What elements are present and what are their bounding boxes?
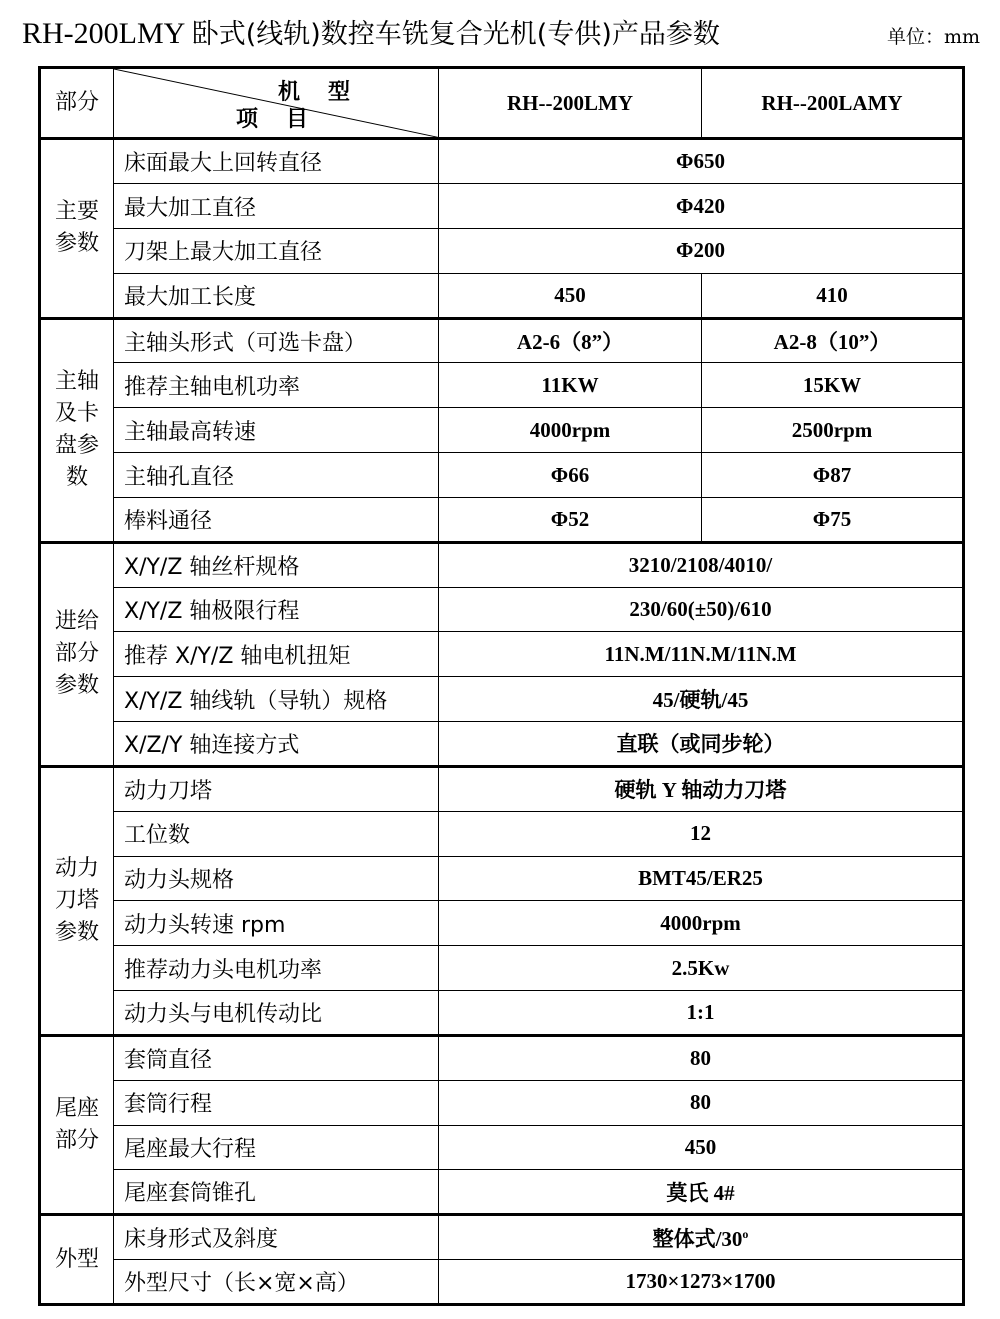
value-text: Φ200 bbox=[676, 238, 725, 263]
table-row bbox=[40, 1080, 964, 1125]
page-title bbox=[22, 12, 720, 51]
param-name: 动力头与电机传动比 bbox=[114, 991, 439, 1036]
param-name: 套筒直径 bbox=[114, 1035, 439, 1080]
table-row bbox=[40, 1035, 964, 1080]
param-value-shared bbox=[439, 1035, 964, 1080]
table-row bbox=[40, 946, 964, 991]
param-name: 最大加工长度 bbox=[114, 273, 439, 318]
value-text: 1730×1273×1700 bbox=[625, 1269, 776, 1293]
param-value-shared bbox=[439, 542, 964, 587]
value-text: 80 bbox=[690, 1045, 711, 1070]
table-row bbox=[40, 766, 964, 811]
table-row bbox=[40, 318, 964, 363]
param-name: 工位数 bbox=[114, 811, 439, 856]
header-part-cell: 部分 bbox=[40, 68, 114, 139]
param-value-shared bbox=[439, 1170, 964, 1215]
param-name: 刀架上最大加工直径 bbox=[114, 228, 439, 273]
title-model: RH-200LMY bbox=[22, 17, 185, 50]
table-row bbox=[40, 991, 964, 1036]
table-row bbox=[40, 811, 964, 856]
value-text: 莫氏 4# bbox=[666, 1180, 735, 1205]
param-value-shared bbox=[439, 228, 964, 273]
spec-table-body bbox=[40, 68, 964, 1305]
param-name: X/Y/Z 轴极限行程 bbox=[114, 587, 439, 632]
value-superscript: o bbox=[742, 1226, 749, 1241]
param-value-model-1: 450 bbox=[439, 273, 702, 318]
unit-label: 单位：mm bbox=[886, 26, 980, 48]
param-value-shared bbox=[439, 1080, 964, 1125]
table-row bbox=[40, 139, 964, 184]
param-value-model-1: Φ52 bbox=[439, 497, 702, 542]
title-name: 卧式(线轨)数控车铣复合光机(专供)产品参数 bbox=[191, 19, 720, 50]
value-text: 硬轨 Y 轴动力刀塔 bbox=[614, 778, 787, 803]
param-value-shared bbox=[439, 139, 964, 184]
value-text: 11N.M/11N.M/11N.M bbox=[604, 641, 797, 666]
param-value-model-2: 410 bbox=[702, 273, 964, 318]
table-row bbox=[40, 542, 964, 587]
value-text: 整体式/30 bbox=[652, 1226, 743, 1251]
param-name: 推荐主轴电机功率 bbox=[114, 363, 439, 408]
value-text: 12 bbox=[690, 821, 711, 846]
table-row bbox=[40, 1260, 964, 1305]
value-text: 450 bbox=[684, 1134, 717, 1159]
group-label: 动力 刀塔 参数 bbox=[40, 766, 114, 1035]
group-label: 外型 bbox=[40, 1215, 114, 1305]
table-row bbox=[40, 184, 964, 229]
param-value-shared bbox=[439, 184, 964, 229]
value-text: 80 bbox=[690, 1090, 711, 1115]
param-value-model-1: Φ66 bbox=[439, 453, 702, 498]
param-name: 动力刀塔 bbox=[114, 766, 439, 811]
table-row bbox=[40, 587, 964, 632]
param-name: X/Z/Y 轴连接方式 bbox=[114, 722, 439, 767]
value-text: 230/60(±50)/610 bbox=[629, 597, 772, 621]
param-value-model-2: Φ75 bbox=[702, 497, 964, 542]
param-name: 尾座最大行程 bbox=[114, 1125, 439, 1170]
header-model-2: RH--200LAMY bbox=[702, 68, 964, 139]
table-row bbox=[40, 1215, 964, 1260]
group-label: 进给 部分 参数 bbox=[40, 542, 114, 766]
param-value-shared bbox=[439, 1125, 964, 1170]
param-value-shared bbox=[439, 587, 964, 632]
param-value-model-1: 11KW bbox=[439, 363, 702, 408]
header-model-label: 机型 bbox=[277, 80, 378, 105]
param-value-shared bbox=[439, 766, 964, 811]
header-diagonal-cell bbox=[114, 68, 439, 139]
param-name: X/Y/Z 轴丝杆规格 bbox=[114, 542, 439, 587]
param-name: 外型尺寸（长×宽×高） bbox=[114, 1260, 439, 1305]
table-row bbox=[40, 901, 964, 946]
group-label: 主要 参数 bbox=[40, 139, 114, 318]
param-name: 最大加工直径 bbox=[114, 184, 439, 229]
header-item-label: 项目 bbox=[236, 107, 337, 133]
param-value-shared bbox=[439, 811, 964, 856]
param-value-shared bbox=[439, 991, 964, 1036]
value-text: 3210/2108/4010/ bbox=[628, 552, 773, 577]
param-name: 床面最大上回转直径 bbox=[114, 139, 439, 184]
value-text: 2.5Kw bbox=[671, 955, 730, 980]
table-row bbox=[40, 856, 964, 901]
param-name: 主轴头形式（可选卡盘） bbox=[114, 318, 439, 363]
table-row bbox=[40, 1170, 964, 1215]
table-row bbox=[40, 273, 964, 318]
table-row bbox=[40, 677, 964, 722]
value-text: 直联（或同步轮） bbox=[616, 732, 785, 757]
value-text: 1:1 bbox=[686, 999, 715, 1024]
param-value-model-1: 4000rpm bbox=[439, 408, 702, 453]
param-value-shared bbox=[439, 856, 964, 901]
value-text: Φ420 bbox=[676, 193, 725, 218]
spec-table bbox=[38, 66, 965, 1306]
param-name: 尾座套筒锥孔 bbox=[114, 1170, 439, 1215]
table-row bbox=[40, 408, 964, 453]
value-text: 45/硬轨/45 bbox=[652, 688, 749, 713]
param-value-shared bbox=[439, 677, 964, 722]
group-label: 尾座 部分 bbox=[40, 1035, 114, 1214]
param-name: 推荐 X/Y/Z 轴电机扭矩 bbox=[114, 632, 439, 677]
table-row bbox=[40, 632, 964, 677]
group-label: 主轴 及卡 盘参 数 bbox=[40, 318, 114, 542]
table-row bbox=[40, 722, 964, 767]
value-text: 4000rpm bbox=[660, 910, 741, 935]
param-name: 主轴孔直径 bbox=[114, 453, 439, 498]
param-name: 棒料通径 bbox=[114, 497, 439, 542]
param-value-shared bbox=[439, 1260, 964, 1305]
table-row bbox=[40, 228, 964, 273]
param-value-shared bbox=[439, 946, 964, 991]
table-row bbox=[40, 497, 964, 542]
param-value-model-2: A2-8（10”） bbox=[702, 318, 964, 363]
header-model-1: RH--200LMY bbox=[439, 68, 702, 139]
param-name: 主轴最高转速 bbox=[114, 408, 439, 453]
param-value-shared bbox=[439, 722, 964, 767]
param-value-shared bbox=[439, 901, 964, 946]
param-name: X/Y/Z 轴线轨（导轨）规格 bbox=[114, 677, 439, 722]
param-name: 动力头转速 rpm bbox=[114, 901, 439, 946]
param-value-model-1: A2-6（8”） bbox=[439, 318, 702, 363]
header-row bbox=[40, 68, 964, 139]
value-text: Φ650 bbox=[676, 149, 725, 174]
param-name: 床身形式及斜度 bbox=[114, 1215, 439, 1260]
param-value-model-2: 15KW bbox=[702, 363, 964, 408]
param-value-shared bbox=[439, 632, 964, 677]
table-row bbox=[40, 1125, 964, 1170]
value-text: BMT45/ER25 bbox=[638, 865, 763, 890]
param-name: 套筒行程 bbox=[114, 1080, 439, 1125]
table-row bbox=[40, 363, 964, 408]
param-value-model-2: 2500rpm bbox=[702, 408, 964, 453]
table-row bbox=[40, 453, 964, 498]
param-name: 推荐动力头电机功率 bbox=[114, 946, 439, 991]
param-value-shared bbox=[439, 1215, 964, 1260]
param-value-model-2: Φ87 bbox=[702, 453, 964, 498]
param-name: 动力头规格 bbox=[114, 856, 439, 901]
title-bar bbox=[22, 8, 982, 56]
